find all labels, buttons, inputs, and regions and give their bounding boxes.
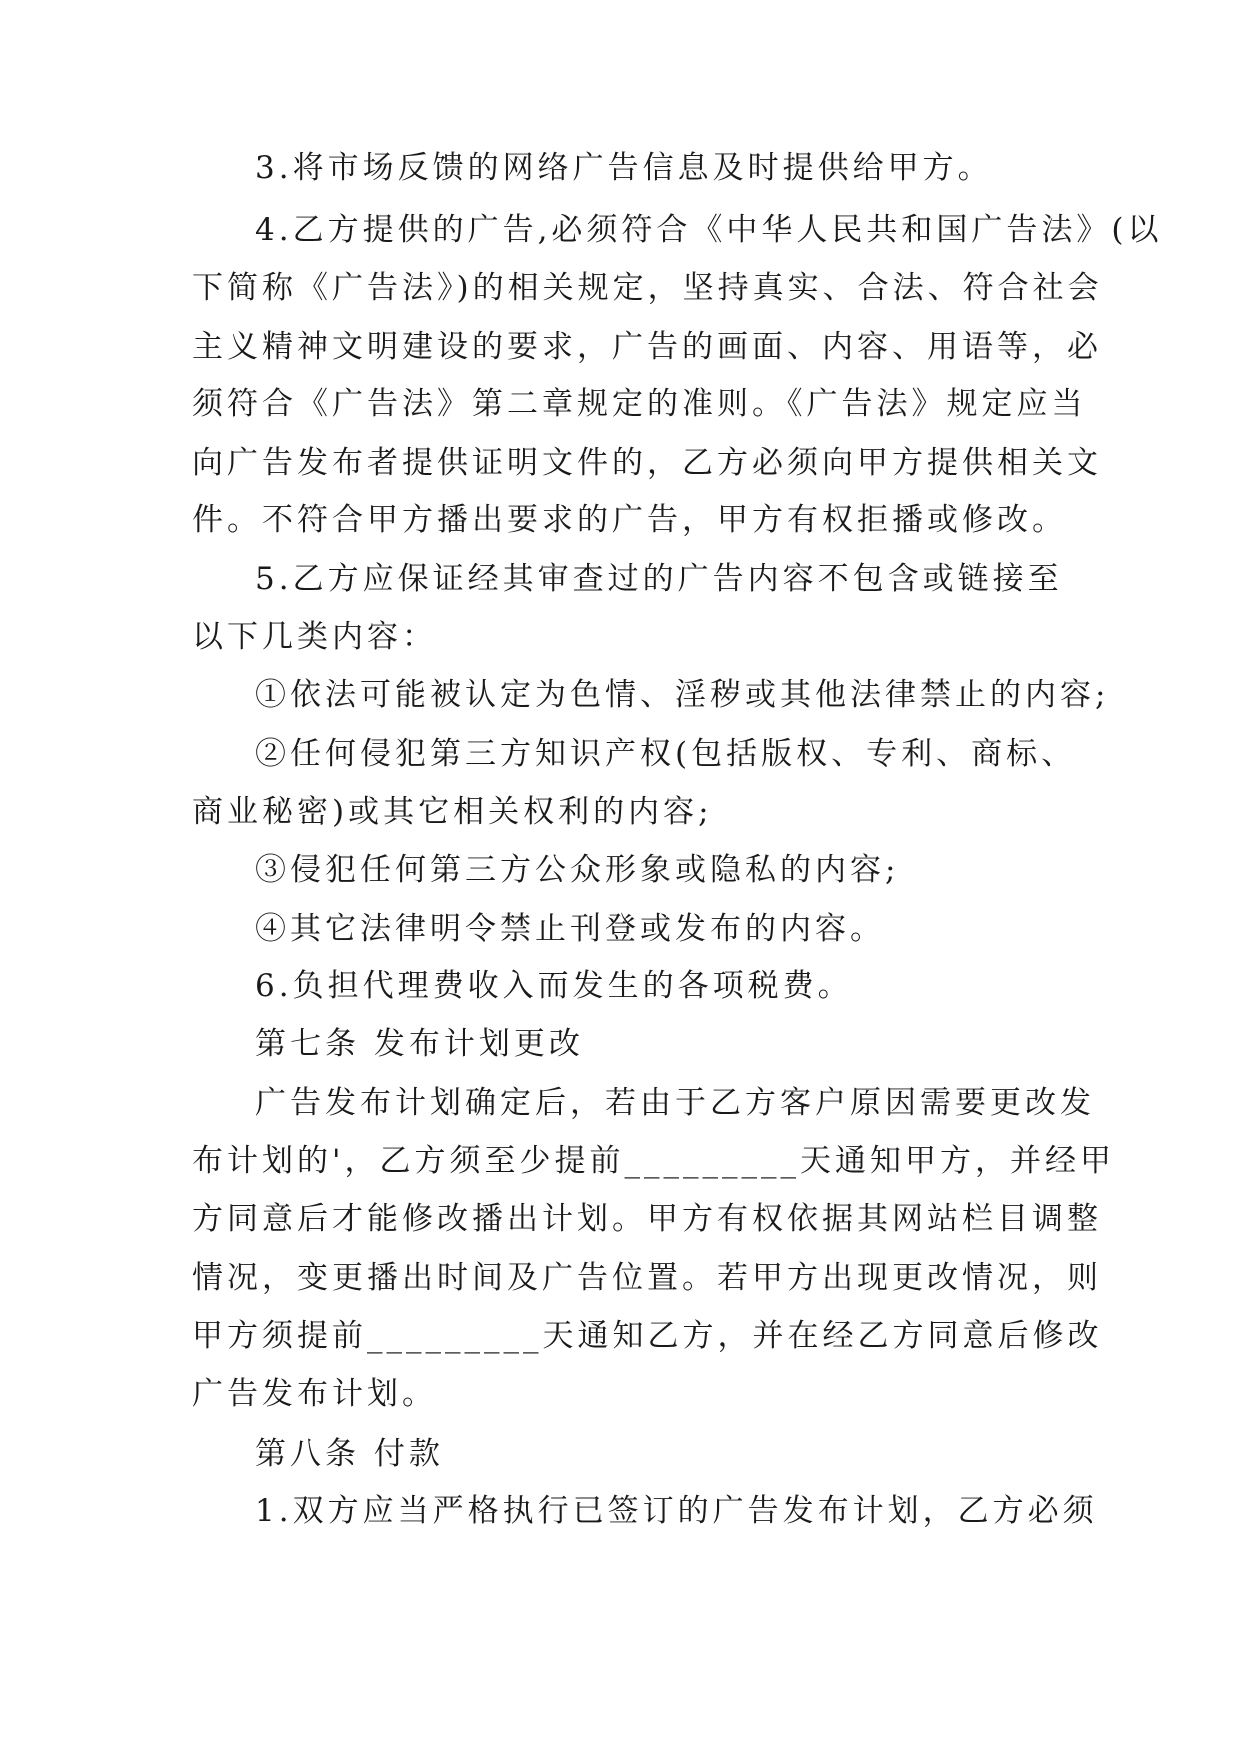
text-line: 布计划的'，乙方须至少提前_________天通知甲方，并经甲 [192,1143,1116,1179]
text-line: ②任何侵犯第三方知识产权(包括版权、专利、商标、 [255,736,1077,772]
text-line: 4.乙方提供的广告,必须符合《中华人民共和国广告法》(以 [255,212,1163,248]
text-line: 主义精神文明建设的要求，广告的画面、内容、用语等，必 [192,329,1102,365]
text-line: 须符合《广告法》第二章规定的准则。《广告法》规定应当 [192,386,1087,422]
text-line: 商业秘密)或其它相关权利的内容; [192,794,713,830]
section-heading: 第八条 付款 [255,1436,444,1472]
text-line: 件。不符合甲方播出要求的广告，甲方有权拒播或修改。 [192,502,1067,538]
text-line: ④其它法律明令禁止刊登或发布的内容。 [255,911,885,947]
text-line: 3.将市场反馈的网络广告信息及时提供给甲方。 [255,150,993,186]
text-line: 广告发布计划。 [192,1376,437,1412]
text-line: 情况，变更播出时间及广告位置。若甲方出现更改情况，则 [192,1260,1102,1296]
text-line: 方同意后才能修改播出计划。甲方有权依据其网站栏目调整 [192,1201,1102,1237]
text-line: 以下几类内容： [192,619,437,655]
text-line: ①依法可能被认定为色情、淫秽或其他法律禁止的内容; [255,677,1110,713]
text-line: 5.乙方应保证经其审查过的广告内容不包含或链接至 [255,561,1063,597]
text-line: 向广告发布者提供证明文件的，乙方必须向甲方提供相关文 [192,445,1102,481]
text-line: ③侵犯任何第三方公众形象或隐私的内容; [255,852,900,888]
text-line: 下简称《广告法》)的相关规定，坚持真实、合法、符合社会 [192,270,1103,306]
text-line: 1.双方应当严格执行已签订的广告发布计划，乙方必须 [255,1493,1098,1529]
text-line: 广告发布计划确定后，若由于乙方客户原因需要更改发 [255,1085,1095,1121]
text-line: 6.负担代理费收入而发生的各项税费。 [255,968,853,1004]
section-heading: 第七条 发布计划更改 [255,1026,584,1062]
text-line: 甲方须提前_________天通知乙方，并在经乙方同意后修改 [192,1318,1103,1354]
